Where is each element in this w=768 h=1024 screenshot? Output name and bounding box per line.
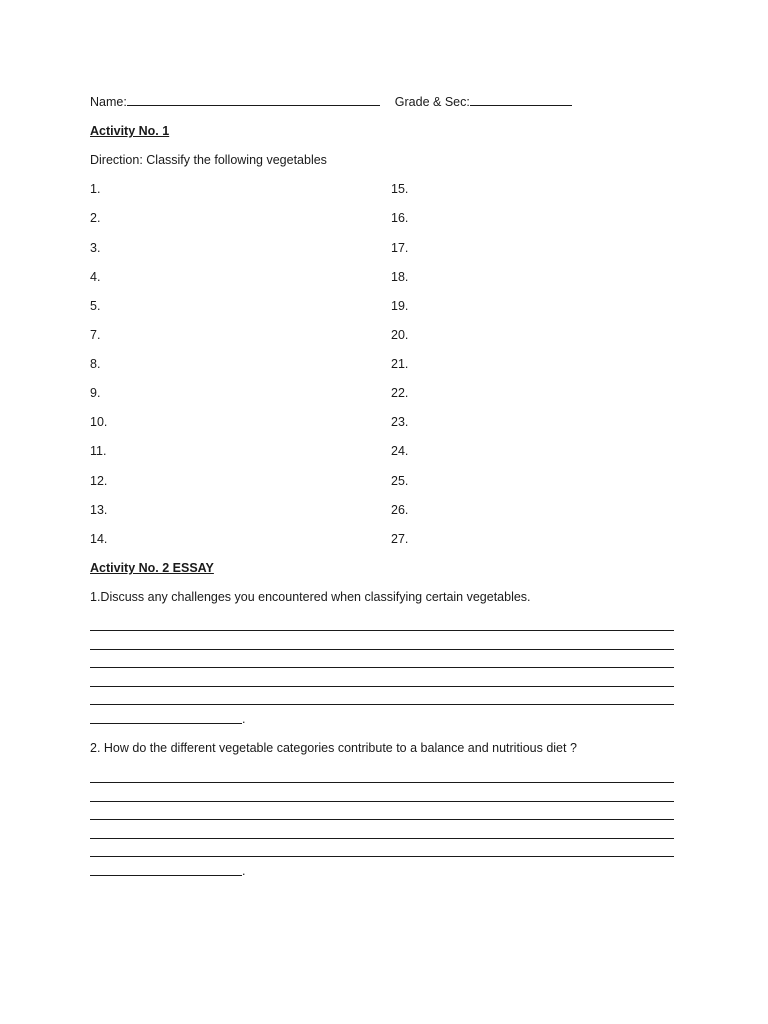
item-number: 3.: [90, 241, 101, 255]
item-number: 27.: [391, 532, 409, 546]
item-number: 9.: [90, 386, 101, 400]
answer-line[interactable]: [90, 838, 674, 839]
answer-line[interactable]: [90, 667, 674, 668]
item-number: 16.: [391, 211, 409, 225]
name-label: Name:: [90, 95, 127, 109]
item-number: 21.: [391, 357, 409, 371]
answer-line[interactable]: [90, 801, 674, 802]
item-number: 10.: [90, 415, 108, 429]
item-number: 4.: [90, 270, 101, 284]
item-number: 18.: [391, 270, 409, 284]
answer-line[interactable]: [90, 782, 674, 783]
answer-end-period: .: [242, 864, 246, 878]
grade-sec-blank[interactable]: [470, 94, 572, 106]
item-number: 15.: [391, 182, 409, 196]
answer-line[interactable]: [90, 686, 674, 687]
header-row: [90, 94, 572, 109]
answer-line[interactable]: [90, 856, 674, 857]
item-number: 12.: [90, 474, 108, 488]
item-number: 13.: [90, 503, 108, 517]
answer-line-short[interactable]: [90, 723, 242, 724]
item-number: 25.: [391, 474, 409, 488]
item-number: 8.: [90, 357, 101, 371]
essay-question-2: 2. How do the different vegetable categories contribute to a balance and nutritious diet ?: [90, 741, 577, 755]
item-number: 19.: [391, 299, 409, 313]
item-number: 2.: [90, 211, 101, 225]
answer-line[interactable]: [90, 630, 674, 631]
answer-line[interactable]: [90, 704, 674, 705]
item-number: 20.: [391, 328, 409, 342]
answer-line[interactable]: [90, 649, 674, 650]
item-number: 22.: [391, 386, 409, 400]
essay-question-1: 1.Discuss any challenges you encountered when classifying certain vegetables.: [90, 590, 531, 604]
item-number: 23.: [391, 415, 409, 429]
item-number: 26.: [391, 503, 409, 517]
name-blank[interactable]: [127, 94, 380, 106]
activity2-title: Activity No. 2 ESSAY: [90, 561, 214, 575]
item-number: 1.: [90, 182, 101, 196]
item-number: 5.: [90, 299, 101, 313]
grade-sec-label: Grade & Sec:: [394, 95, 470, 109]
item-number: 14.: [90, 532, 108, 546]
answer-line-short[interactable]: [90, 875, 242, 876]
item-number: 7.: [90, 328, 101, 342]
answer-line[interactable]: [90, 819, 674, 820]
item-number: 24.: [391, 444, 409, 458]
activity1-direction: Direction: Classify the following vegetables: [90, 153, 327, 167]
answer-end-period: .: [242, 712, 246, 726]
item-number: 17.: [391, 241, 409, 255]
item-number: 11.: [90, 444, 107, 458]
activity1-title: Activity No. 1: [90, 124, 170, 138]
